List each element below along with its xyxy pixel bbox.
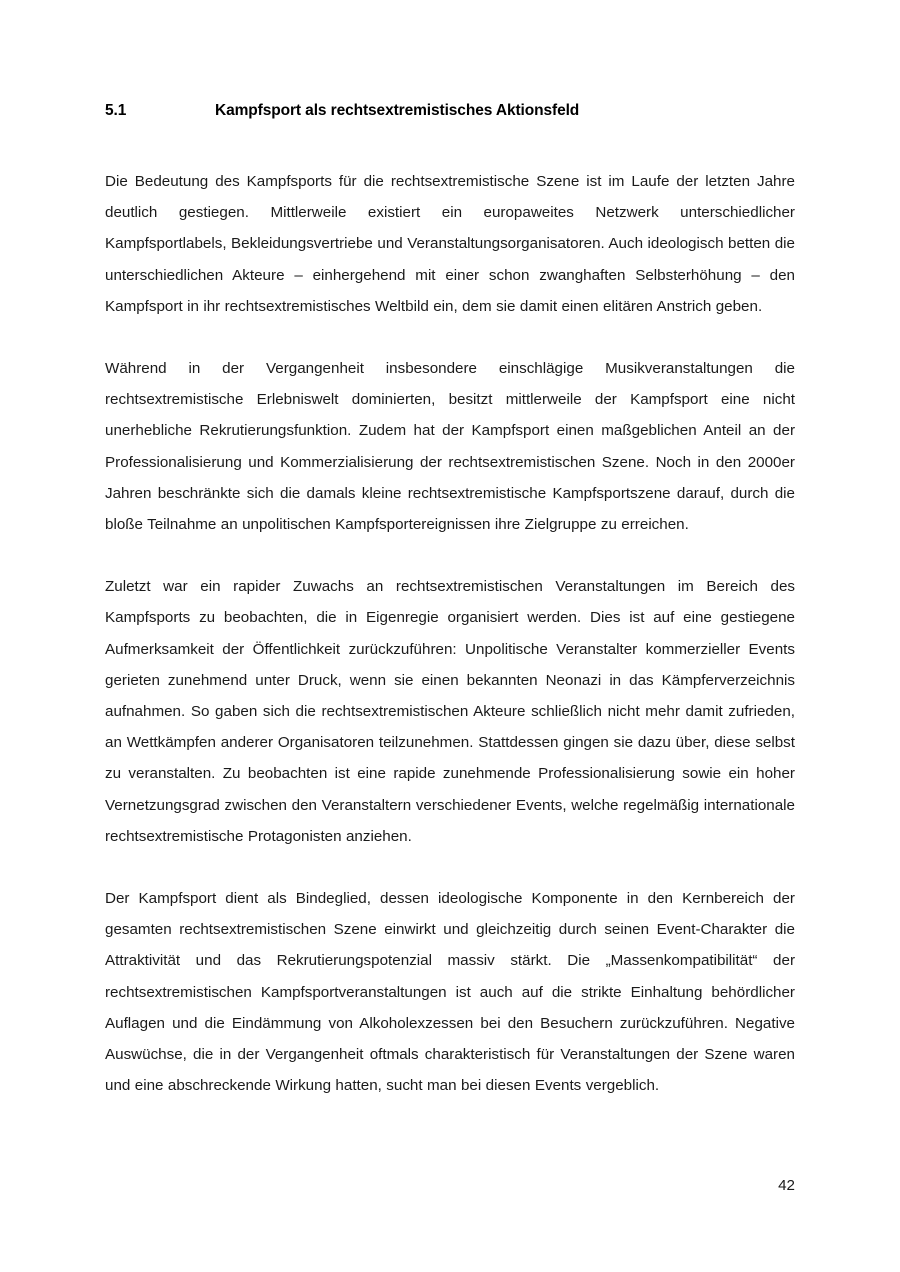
body-paragraph-4: Der Kampfsport dient als Bindeglied, dessen ideologische Komponente in den Kernbereich der gesamten rechtsextremistischen Szene einwirkt und gleichzeitig durch seinen Event-Charakter die Attraktivität und das Rekrutierungspotenzial massiv stärkt. Die „Massenkompatibilität“ der rechtsextremistischen Kampfsportveranstaltungen ist auch auf die strikte Einhaltung behördlicher Auflagen und die Eindämmung von Alkoholexzessen bei den Besuchern zurückzuführen. Negative Auswüchse, die in der Vergangenheit oftmals charakteristisch für Veranstaltungen der Szene waren und eine abschreckende Wirkung hatten, sucht man bei diesen Events vergeblich. — [105, 890, 795, 1095]
page-content — [105, 102, 795, 1101]
section-title: Kampfsport als rechtsextremistisches Aktionsfeld — [215, 102, 580, 119]
page-number: 42 — [778, 1177, 795, 1194]
section-heading — [105, 102, 795, 120]
body-paragraph-1: Die Bedeutung des Kampfsports für die rechtsextremistische Szene ist im Laufe der letzten Jahre deutlich gestiegen. Mittlerweile existiert ein europaweites Netzwerk unterschiedlicher Kampfsportlabels, Bekleidungsvertriebe und Veranstaltungsorganisatoren. Auch ideologisch betten die unterschiedlichen Akteure – einhergehend mit einer schon zwanghaften Selbsterhöhung – den Kampfsport in ihr rechtsextremistisches Weltbild ein, dem sie damit einen elitären Anstrich geben. — [105, 173, 795, 315]
body-paragraph-3: Zuletzt war ein rapider Zuwachs an rechtsextremistischen Veranstaltungen im Bereich des Kampfsports zu beobachten, die in Eigenregie organisiert werden. Dies ist auf eine gestiegene Aufmerksamkeit der Öffentlichkeit zurückzuführen: Unpolitische Veranstalter kommerzieller Events gerieten zunehmend unter Druck, wenn sie einen bekannten Neonazi in das Kämpferverzeichnis aufnahmen. So gaben sich die rechtsextremistischen Akteure schließlich nicht mehr damit zufrieden, an Wettkämpfen anderer Organisatoren teilzunehmen. Stattdessen gingen sie dazu über, diese selbst zu veranstalten. Zu beobachten ist eine rapide zunehmende Professionalisierung sowie ein hoher Vernetzungsgrad zwischen den Veranstaltern verschiedener Events, welche regelmäßig internationale rechtsextremistische Protagonisten anziehen. — [105, 578, 795, 845]
section-number: 5.1 — [105, 102, 127, 119]
body-paragraph-2: Während in der Vergangenheit insbesondere einschlägige Musikveranstaltungen die rechtsextremistische Erlebniswelt dominierten, besitzt mittlerweile der Kampfsport eine nicht unerhebliche Rekrutierungsfunktion. Zudem hat der Kampfsport einen maßgeblichen Anteil an der Professionalisierung und Kommerzialisierung der rechtsextremistischen Szene. Noch in den 2000er Jahren beschränkte sich die damals kleine rechtsextremistische Kampfsportszene darauf, durch die bloße Teilnahme an unpolitischen Kampfsportereignissen ihre Zielgruppe zu erreichen. — [105, 360, 795, 534]
